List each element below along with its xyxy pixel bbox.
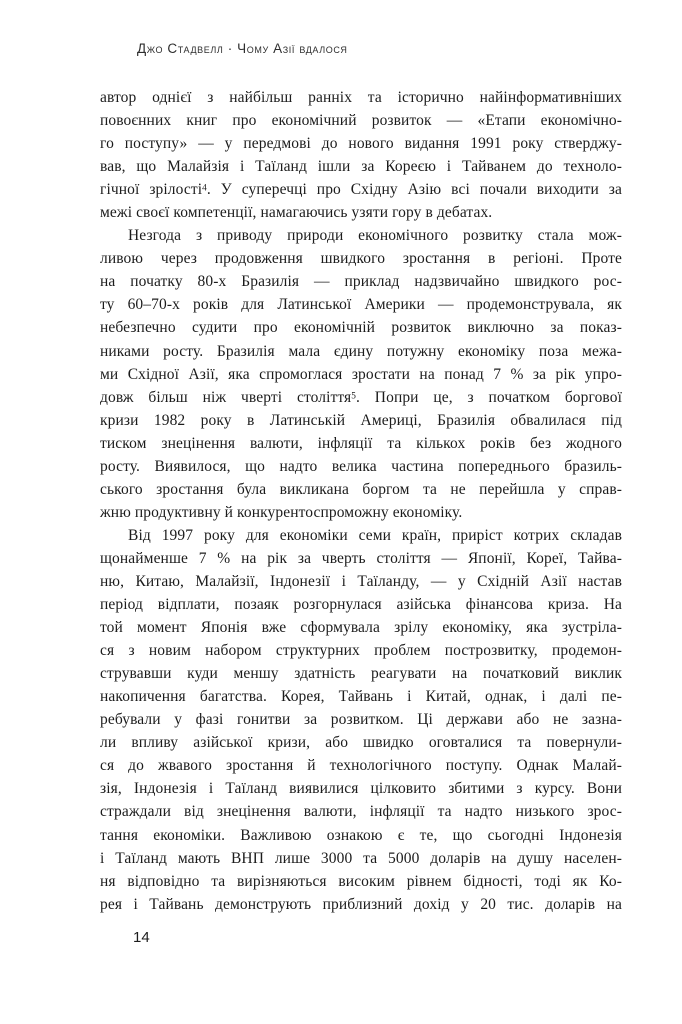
text-line: зія, Індонезія і Таїланд виявилися цілковито збитими з курсу. Вони — [100, 780, 622, 798]
text-line: росту. Виявилося, що надто велика частина попереднього бразиль- — [100, 457, 622, 475]
text-line: довж більш ніж чверті століття$^5$. Попри це, з початком боргової — [100, 388, 623, 406]
paragraph — [100, 224, 622, 524]
text-line: ня відповідно та вирізняються високим рівнем бідності, тоді як Ко- — [100, 872, 622, 890]
text-line: ту 60–70-х років для Латинської Америки — продемонструвала, як — [100, 296, 622, 314]
text-line: ського зростання була викликана боргом та не перейшла у справ- — [100, 480, 622, 498]
footnote-marker: 5 — [351, 391, 357, 402]
text-line: повоєнних книг про економічний розвиток — «Етапи економічно- — [100, 112, 622, 130]
text-line: ся з новим набором структурних проблем построзвитку, продемон- — [100, 642, 622, 660]
text-line: гічної зрілості$^4$. У суперечці про Східну Азію всі почали виходити за — [100, 181, 623, 199]
text-line: Від 1997 року для економіки семи країн, приріст котрих складав — [128, 526, 622, 544]
paragraph — [100, 86, 622, 224]
text-line: накопичення багатства. Корея, Тайвань і Китай, однак, і далі пе- — [100, 688, 622, 706]
page-number: 14 — [133, 929, 150, 946]
text-line: кризи 1982 року в Латинській Америці, Бразилія обвалилася під — [100, 411, 622, 429]
text-line: тиском знецінення валюти, інфляції та кількох років без жодного — [100, 434, 622, 452]
text-line: го поступу» — у передмові до нового видання 1991 року стверджу- — [100, 135, 622, 153]
text-line: ми Східної Азії, яка спромоглася зростати на понад 7 % за рік упро- — [100, 365, 622, 383]
paragraph — [100, 524, 622, 916]
text-line: никами росту. Бразилія мала єдину потужну економіку поза межа- — [100, 342, 622, 360]
text-line: рея і Тайвань демонструють приблизний дохід у 20 тис. доларів на — [100, 895, 622, 913]
text-body — [100, 86, 622, 916]
text-line: тання економіки. Важливою ознакою є те, що сьогодні Індонезія — [100, 826, 622, 844]
text-line: вав, що Малайзія і Таїланд ішли за Кореєю і Тайванем до техноло- — [100, 158, 622, 176]
text-line: ребували у фазі гонитви за розвитком. Ці держави або не зазна- — [100, 711, 622, 729]
text-line: Незгода з приводу природи економічного розвитку стала мож- — [128, 227, 622, 245]
text-line: ся до жвавого зростання й технологічного поступу. Однак Малай- — [100, 757, 622, 775]
text-line: небезпечно судити про економічній розвиток виключно за показ- — [100, 319, 622, 337]
text-line: жню продуктивну й конкурентоспроможну економіку. — [100, 503, 463, 521]
text-line: і Таїланд мають ВНП лише 3000 та 5000 доларів на душу населен- — [100, 849, 622, 867]
footnote-marker: 4 — [202, 183, 207, 194]
text-line: ли впливу азійської кризи, або швидко оговталися та повернули- — [100, 734, 622, 752]
text-line: страждали від знецінення валюти, інфляції та надто низького зрос- — [100, 803, 622, 821]
text-line: ню, Китаю, Малайзії, Індонезії і Таїланду, — у Східній Азії настав — [100, 572, 622, 590]
text-line: автор однієї з найбільш ранніх та історично найінформативніших — [100, 89, 622, 106]
text-line: той момент Японія вже сформувала зрілу економіку, яка зустріла- — [100, 619, 622, 637]
text-line: струвавши куди меншу здатність реагувати на початковий виклик — [100, 665, 622, 683]
text-line: період відплати, позаяк розгорнулася азійська фінансова криза. На — [100, 596, 622, 614]
running-header: Джо Стадвелл · Чому Азії вдалося — [137, 41, 348, 56]
text-line: щонайменше 7 % на рік за чверть століття — Японії, Кореї, Тайва- — [100, 549, 622, 567]
text-line: на початку 80-х Бразилія — приклад надзвичайно швидкого рос- — [100, 273, 622, 291]
text-line: ливою через продовження швидкого зростання в регіоні. Проте — [100, 250, 622, 268]
text-line: межі своєї компетенції, намагаючись узяти гору в дебатах. — [100, 204, 493, 222]
